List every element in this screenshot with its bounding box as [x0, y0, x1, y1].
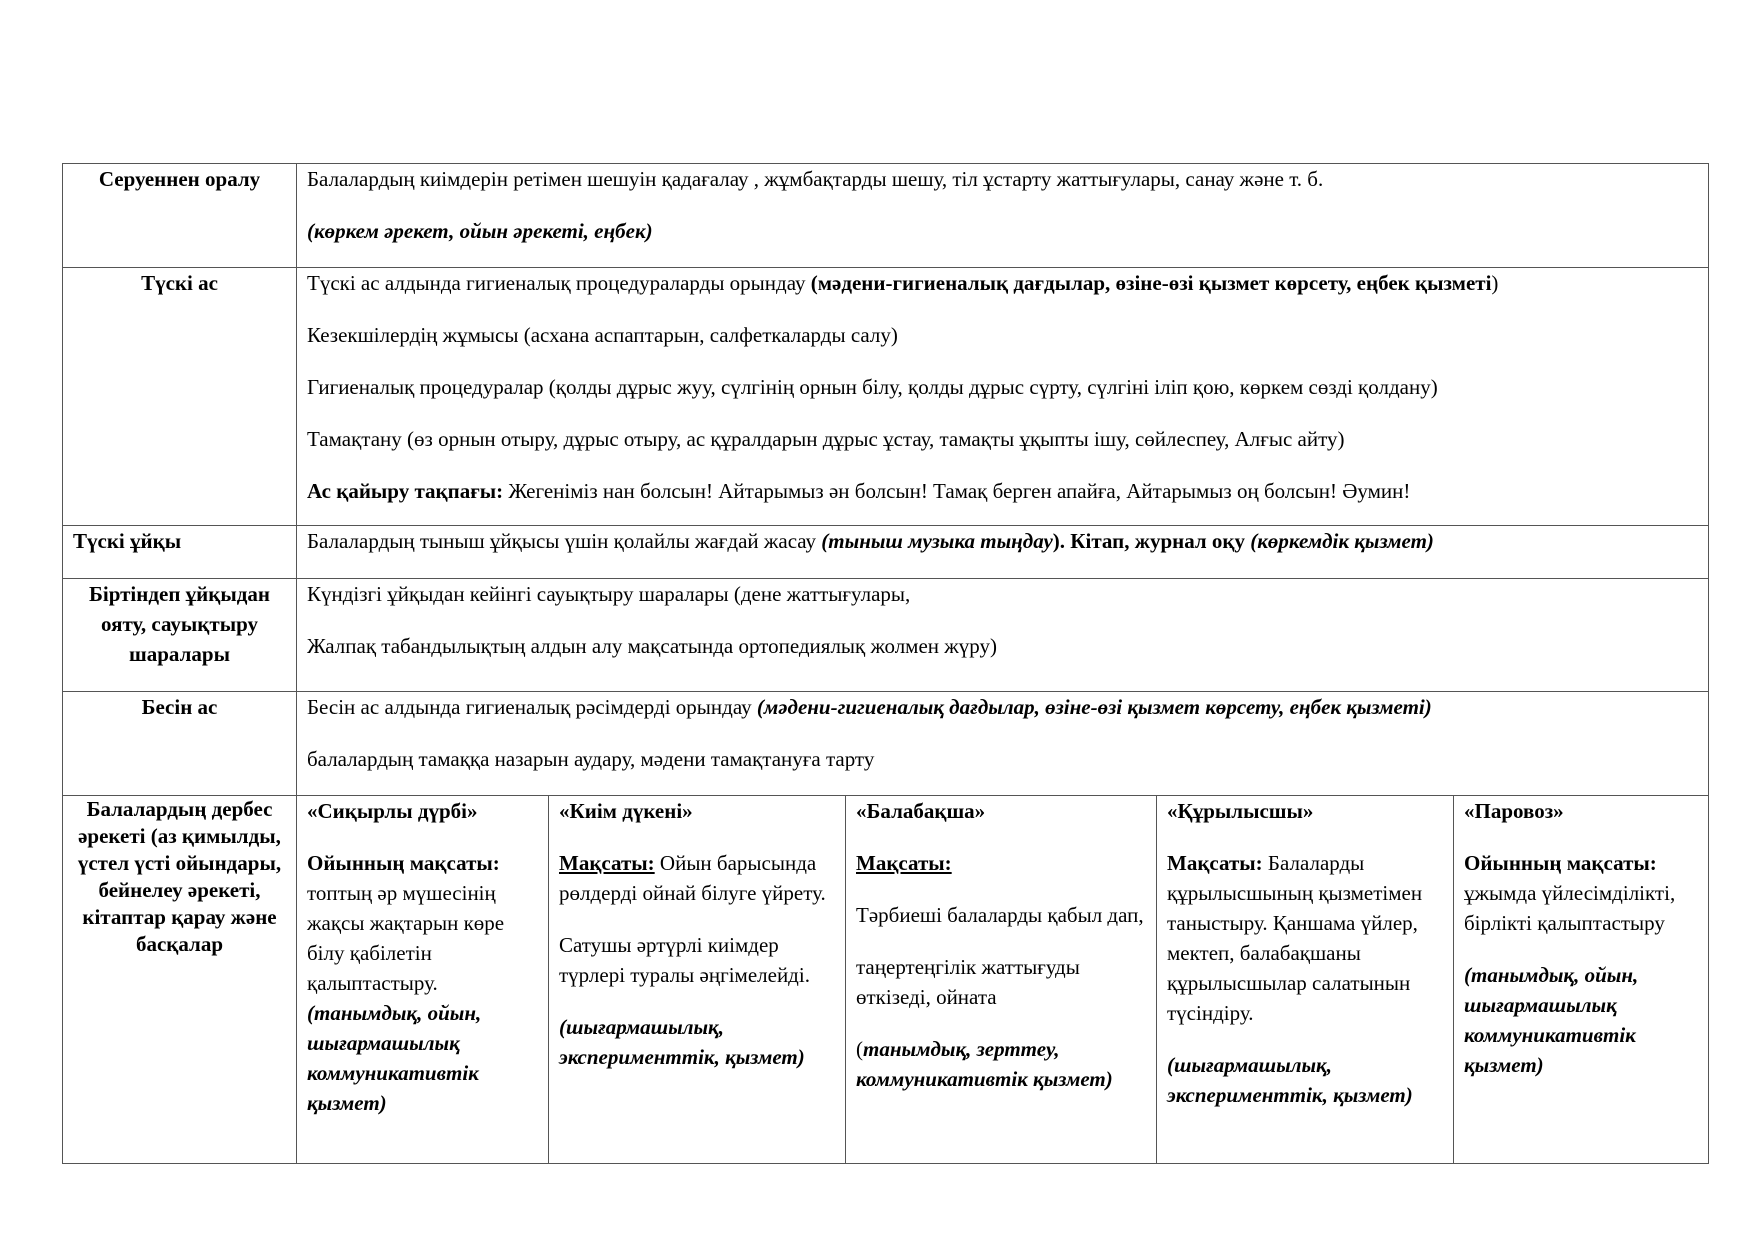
tags-text: танымдық, зерттеу, коммуникативтік қызмет) [856, 1037, 1113, 1091]
row-label: Бесін ас [63, 692, 297, 796]
content-line [307, 692, 1698, 722]
activity-tags: (көркем әрекет, ойын әрекеті, еңбек) [307, 219, 653, 243]
row-wakeup [63, 579, 1709, 692]
content-text: Балалардың тыныш ұйқысы үшін қолайлы жағдай жасау [307, 529, 822, 553]
activity-tags: (көркемдік қызмет) [1250, 529, 1434, 553]
goal-label: Ойынның мақсаты: [307, 851, 500, 875]
activity-tags: (танымдық, ойын, шығармашылық коммуникативтік қызмет) [1464, 963, 1639, 1077]
row-lunch [63, 268, 1709, 526]
row-content [297, 579, 1709, 692]
daily-plan-table [62, 163, 1709, 1164]
activity-tags: (мәдени-гигиеналық дағдылар, өзіне-өзі қызмет көрсету, еңбек қызметі [810, 271, 1492, 295]
activity-tags: (танымдық, ойын, шығармашылық коммуникативтік қызмет) [307, 1001, 482, 1115]
content-text: Түскі ас алдында гигиеналық процедураларды орындау [307, 271, 811, 295]
goal-label: Мақсаты: [856, 851, 952, 875]
game-title: «Балабақша» [856, 799, 986, 823]
row-return-from-walk [63, 164, 1709, 268]
activity-tags: (шығармашылық, эксперименттік, қызмет) [559, 1015, 805, 1069]
rhyme-label: Ас қайыру тақпағы: [307, 479, 504, 503]
rhyme-text: Жегеніміз нан болсын! Айтарымыз ән болсын! Тамақ берген апайға, Айтарымыз оң болсын! Әумин! [503, 479, 1411, 503]
activity-tags [856, 1034, 1146, 1094]
game-goal [1464, 848, 1698, 938]
content-line: Тамақтану (өз орнын отыру, дұрыс отыру, ас құралдарын дұрыс ұстау, тамақты ұқыпты ішу, сөйлеспеу, Алғыс айту) [307, 427, 1345, 451]
content-line: Жалпақ табандылықтың алдын алу мақсатында ортопедиялық жолмен жүру) [307, 634, 997, 658]
content-text: Бесін ас алдында гигиеналық рәсімдерді орындау [307, 695, 757, 719]
goal-text: Ойын барысында рөлдерді ойнай білуге үйрету. [559, 851, 826, 905]
row-label: Түскі ас [63, 268, 297, 526]
goal-label: Ойынның мақсаты: [1464, 851, 1657, 875]
content-text: ). Кітап, журнал оқу [1052, 529, 1251, 553]
game-title: «Құрылысшы» [1167, 799, 1314, 823]
game-description: Сатушы әртүрлі киімдер түрлері туралы әңгімелейді. [559, 933, 810, 987]
content-line [307, 268, 1698, 298]
game-title: «Киім дүкені» [559, 799, 693, 823]
game-description: таңертеңгілік жаттығуды өткізеді, ойната [856, 955, 1080, 1009]
row-label: Балалардың дербес әрекеті (аз қимылды, үстел үсті ойындары, бейнелеу әрекеті, кітаптар қарау және басқалар [63, 796, 297, 1164]
game-cell [1454, 796, 1709, 1164]
game-cell [1157, 796, 1454, 1164]
game-description: Тәрбиеші балаларды қабыл дап, [856, 903, 1144, 927]
goal-text: топтың әр мүшесінің жақсы жақтарын көре білу қабілетін қалыптастыру. [307, 881, 505, 995]
row-afternoon-snack [63, 692, 1709, 796]
game-goal [307, 848, 538, 998]
row-nap [63, 526, 1709, 579]
game-cell [549, 796, 846, 1164]
game-title: «Паровоз» [1464, 799, 1564, 823]
row-content [297, 268, 1709, 526]
goal-label: Мақсаты: [1167, 851, 1263, 875]
row-content [297, 526, 1709, 579]
activity-tags: (мәдени-гигиеналық дағдылар, өзіне-өзі қызмет көрсету, еңбек қызметі) [756, 695, 1432, 719]
game-title: «Сиқырлы дүрбі» [307, 799, 478, 823]
content-text: ) [1491, 271, 1499, 295]
row-independent-activity [63, 796, 1709, 1164]
content-line: Балалардың киімдерін ретімен шешуін қадағалау , жұмбақтарды шешу, тіл ұстарту жаттығулары, санау және т. б. [307, 167, 1324, 191]
content-line: балалардың тамаққа назарын аудару, мәдени тамақтануға тарту [307, 747, 875, 771]
tags-open: ( [856, 1037, 863, 1061]
content-line [307, 526, 1698, 556]
game-cell [846, 796, 1157, 1164]
row-label: Түскі ұйқы [63, 526, 297, 579]
row-content [297, 164, 1709, 268]
activity-tags: (шығармашылық, эксперименттік, қызмет) [1167, 1053, 1413, 1107]
activity-tags: (тыныш музыка тыңдау [821, 529, 1053, 553]
content-line: Гигиеналық процедуралар (қолды дұрыс жуу, сүлгінің орнын білу, қолды дұрыс сүрту, сүлгіні іліп қою, көркем сөзді қолдану) [307, 375, 1438, 399]
row-content [297, 692, 1709, 796]
row-label: Серуеннен оралу [63, 164, 297, 268]
goal-text: ұжымда үйлесімділікті, бірлікті қалыптастыру [1464, 881, 1676, 935]
game-goal [1167, 848, 1443, 1028]
content-line [307, 476, 1698, 506]
content-line: Күндізгі ұйқыдан кейінгі сауықтыру шаралары (дене жаттығулары, [307, 582, 911, 606]
content-line: Кезекшілердің жұмысы (асхана аспаптарын, салфеткаларды салу) [307, 323, 898, 347]
game-cell [297, 796, 549, 1164]
row-label: Біртіндеп ұйқыдан ояту, сауықтыру шаралары [63, 579, 297, 692]
goal-text: Балаларды құрылысшының қызметімен таныстыру. Қаншама үйлер, мектеп, балабақшаны құрылысшылар салатынын түсіндіру. [1167, 851, 1423, 1025]
goal-label: Мақсаты: [559, 851, 655, 875]
game-goal [559, 848, 835, 908]
